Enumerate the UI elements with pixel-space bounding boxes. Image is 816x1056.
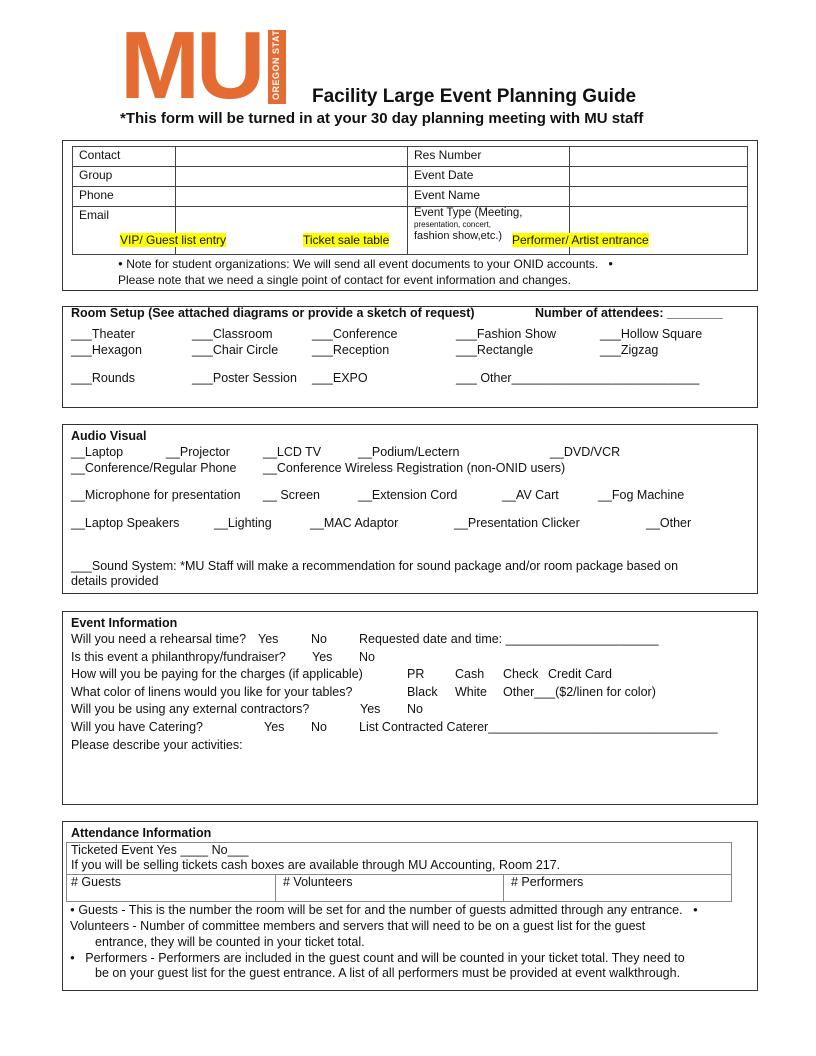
bullet-icon: ● bbox=[693, 905, 698, 914]
option-av-other[interactable]: __Other bbox=[646, 516, 692, 530]
option-hollow-square[interactable]: ___Hollow Square bbox=[600, 327, 703, 341]
payment-question: How will you be paying for the charges (if applicable) bbox=[71, 667, 363, 681]
attendance-table bbox=[66, 842, 732, 902]
option-zigzag[interactable]: ___Zigzag bbox=[600, 343, 659, 357]
event-date-input[interactable] bbox=[570, 167, 748, 187]
option-conference[interactable]: ___Conference bbox=[312, 327, 398, 341]
performer-entrance-option[interactable]: Performer/ Artist entrance bbox=[512, 233, 649, 247]
email-label: Email bbox=[73, 207, 176, 255]
option-mac-adaptor[interactable]: __MAC Adaptor bbox=[310, 516, 399, 530]
table-row bbox=[73, 147, 748, 167]
group-input[interactable] bbox=[176, 167, 408, 187]
option-projector[interactable]: __Projector bbox=[166, 445, 230, 459]
mu-logo bbox=[120, 12, 286, 119]
requested-date-field[interactable]: Requested date and time: ______________________ bbox=[359, 632, 659, 646]
ticket-sale-table-option[interactable]: Ticket sale table bbox=[303, 233, 390, 247]
option-extension-cord[interactable]: __Extension Cord bbox=[358, 488, 458, 502]
option-av-cart[interactable]: __AV Cart bbox=[502, 488, 559, 502]
option-dvd-vcr[interactable]: __DVD/VCR bbox=[550, 445, 621, 459]
rehearsal-no[interactable]: No bbox=[311, 632, 327, 646]
phone-input[interactable] bbox=[176, 187, 408, 207]
option-rectangle[interactable]: ___Rectangle bbox=[456, 343, 534, 357]
rehearsal-question: Will you need a rehearsal time? bbox=[71, 632, 247, 646]
group-label: Group bbox=[73, 167, 176, 187]
pay-cash[interactable]: Cash bbox=[455, 667, 485, 681]
res-number-label: Res Number bbox=[408, 147, 570, 167]
pay-check[interactable]: Check bbox=[503, 667, 539, 681]
performers-count-field[interactable]: # Performers bbox=[511, 875, 584, 889]
option-podium[interactable]: __Podium/Lectern bbox=[358, 445, 460, 459]
option-rounds[interactable]: ___Rounds bbox=[71, 371, 135, 385]
option-wireless-registration[interactable]: __Conference Wireless Registration (non-ONID users) bbox=[263, 461, 566, 475]
performers-note-cont: be on your guest list for the guest entrance. A list of all performers must be provided at event walkthrough. bbox=[95, 966, 681, 980]
vip-guest-list-option[interactable]: VIP/ Guest list entry bbox=[120, 233, 227, 247]
activities-input[interactable] bbox=[71, 754, 751, 800]
option-presentation-clicker[interactable]: __Presentation Clicker bbox=[454, 516, 580, 530]
event-date-label: Event Date bbox=[408, 167, 570, 187]
option-poster-session[interactable]: ___Poster Session bbox=[192, 371, 297, 385]
bullet-icon: ● bbox=[70, 953, 75, 962]
bullet-icon: ● bbox=[70, 905, 75, 914]
option-laptop-speakers[interactable]: __Laptop Speakers bbox=[71, 516, 180, 530]
event-name-label: Event Name bbox=[408, 187, 570, 207]
event-type-cell bbox=[408, 207, 570, 255]
logo-side-band bbox=[268, 23, 286, 104]
email-input[interactable] bbox=[176, 207, 408, 255]
philanthropy-yes[interactable]: Yes bbox=[312, 650, 333, 664]
table-row bbox=[73, 187, 748, 207]
bullet-icon: ● bbox=[118, 259, 123, 268]
single-contact-note: Please note that we need a single point of contact for event information and changes. bbox=[118, 273, 571, 287]
note-text: Performers - Performers are included in the guest count and will be counted in your ticket total. They need to bbox=[85, 951, 685, 965]
volunteers-note: Volunteers - Number of committee members and servers that will need to be on a guest list for the guest bbox=[70, 919, 646, 933]
column-divider bbox=[275, 874, 276, 902]
option-sound-system[interactable]: ___Sound System: *MU Staff will make a recommendation for sound package and/or room package based on bbox=[71, 559, 679, 573]
pay-credit-card[interactable]: Credit Card bbox=[548, 667, 612, 681]
page-subtitle: *This form will be turned in at your 30 day planning meeting with MU staff bbox=[120, 110, 644, 127]
contractors-yes[interactable]: Yes bbox=[360, 702, 381, 716]
option-lighting[interactable]: __Lighting bbox=[214, 516, 272, 530]
option-classroom[interactable]: ___Classroom bbox=[192, 327, 273, 341]
philanthropy-question: Is this event a philanthropy/fundraiser? bbox=[71, 650, 286, 664]
linen-white[interactable]: White bbox=[455, 685, 487, 699]
column-divider bbox=[503, 874, 504, 902]
attendance-heading: Attendance Information bbox=[71, 826, 212, 840]
performers-note bbox=[70, 951, 685, 965]
ticketed-event-field[interactable]: Ticketed Event Yes ____ No___ bbox=[71, 843, 249, 857]
guests-count-field[interactable]: # Guests bbox=[71, 875, 122, 889]
linens-question: What color of linens would you like for your tables? bbox=[71, 685, 353, 699]
volunteers-note-cont: entrance, they will be counted in your ticket total. bbox=[95, 935, 365, 949]
guests-note bbox=[70, 903, 698, 917]
contact-label: Contact bbox=[73, 147, 176, 167]
logo-side-text: OREGON STATE bbox=[271, 23, 281, 100]
option-conference-phone[interactable]: __Conference/Regular Phone bbox=[71, 461, 237, 475]
note-text: Guests - This is the number the room will be set for and the number of guests admitted through any entrance. bbox=[78, 903, 683, 917]
philanthropy-no[interactable]: No bbox=[359, 650, 375, 664]
catering-yes[interactable]: Yes bbox=[264, 720, 285, 734]
student-org-note bbox=[118, 257, 613, 271]
event-type-hint: presentation, concert, bbox=[414, 220, 491, 229]
res-number-input[interactable] bbox=[570, 147, 748, 167]
option-reception[interactable]: ___Reception bbox=[312, 343, 390, 357]
cash-boxes-note: If you will be selling tickets cash boxes are available through MU Accounting, Room 217. bbox=[71, 858, 561, 872]
option-hexagon[interactable]: ___Hexagon bbox=[71, 343, 142, 357]
page-title: Facility Large Event Planning Guide bbox=[312, 86, 637, 107]
event-type-input[interactable] bbox=[570, 207, 748, 255]
option-fashion-show[interactable]: ___Fashion Show bbox=[456, 327, 557, 341]
option-lcd-tv[interactable]: __LCD TV bbox=[263, 445, 322, 459]
option-other[interactable]: ___ Other___________________________ bbox=[456, 371, 700, 385]
attendees-field[interactable]: Number of attendees: ________ bbox=[535, 306, 723, 320]
event-name-input[interactable] bbox=[570, 187, 748, 207]
audio-visual-heading: Audio Visual bbox=[71, 429, 147, 443]
contractors-no[interactable]: No bbox=[407, 702, 423, 716]
note-text: Note for student organizations: We will send all event documents to your ONID accounts. bbox=[126, 257, 599, 271]
phone-label: Phone bbox=[73, 187, 176, 207]
option-expo[interactable]: ___EXPO bbox=[312, 371, 368, 385]
logo-letters: MU bbox=[120, 12, 262, 119]
rehearsal-yes[interactable]: Yes bbox=[258, 632, 279, 646]
option-microphone[interactable]: __Microphone for presentation bbox=[71, 488, 241, 502]
caterer-field[interactable]: List Contracted Caterer_________________________________ bbox=[359, 720, 718, 734]
option-fog-machine[interactable]: __Fog Machine bbox=[598, 488, 685, 502]
bullet-icon: ● bbox=[608, 259, 614, 268]
table-row bbox=[73, 207, 748, 255]
contractors-question: Will you be using any external contractors? bbox=[71, 702, 310, 716]
volunteers-count-field[interactable]: # Volunteers bbox=[283, 875, 353, 889]
option-chair-circle[interactable]: ___Chair Circle bbox=[192, 343, 279, 357]
linen-other[interactable]: Other___($2/linen for color) bbox=[503, 685, 656, 699]
table-row bbox=[73, 167, 748, 187]
option-screen[interactable]: __ Screen bbox=[263, 488, 320, 502]
option-laptop[interactable]: __Laptop bbox=[71, 445, 124, 459]
pay-pr[interactable]: PR bbox=[407, 667, 425, 681]
linen-black[interactable]: Black bbox=[407, 685, 438, 699]
sound-system-note: details provided bbox=[71, 574, 159, 588]
table-divider bbox=[67, 874, 731, 875]
event-type-hint-2: fashion show,etc.) bbox=[414, 230, 503, 242]
catering-no[interactable]: No bbox=[311, 720, 327, 734]
room-setup-section bbox=[62, 306, 758, 408]
contact-input[interactable] bbox=[176, 147, 408, 167]
room-setup-heading: Room Setup (See attached diagrams or provide a sketch of request) bbox=[71, 306, 475, 320]
catering-question: Will you have Catering? bbox=[71, 720, 204, 734]
option-theater[interactable]: ___Theater bbox=[71, 327, 135, 341]
activities-label: Please describe your activities: bbox=[71, 738, 243, 752]
event-type-label: Event Type (Meeting, bbox=[414, 207, 523, 219]
event-info-heading: Event Information bbox=[71, 616, 178, 630]
